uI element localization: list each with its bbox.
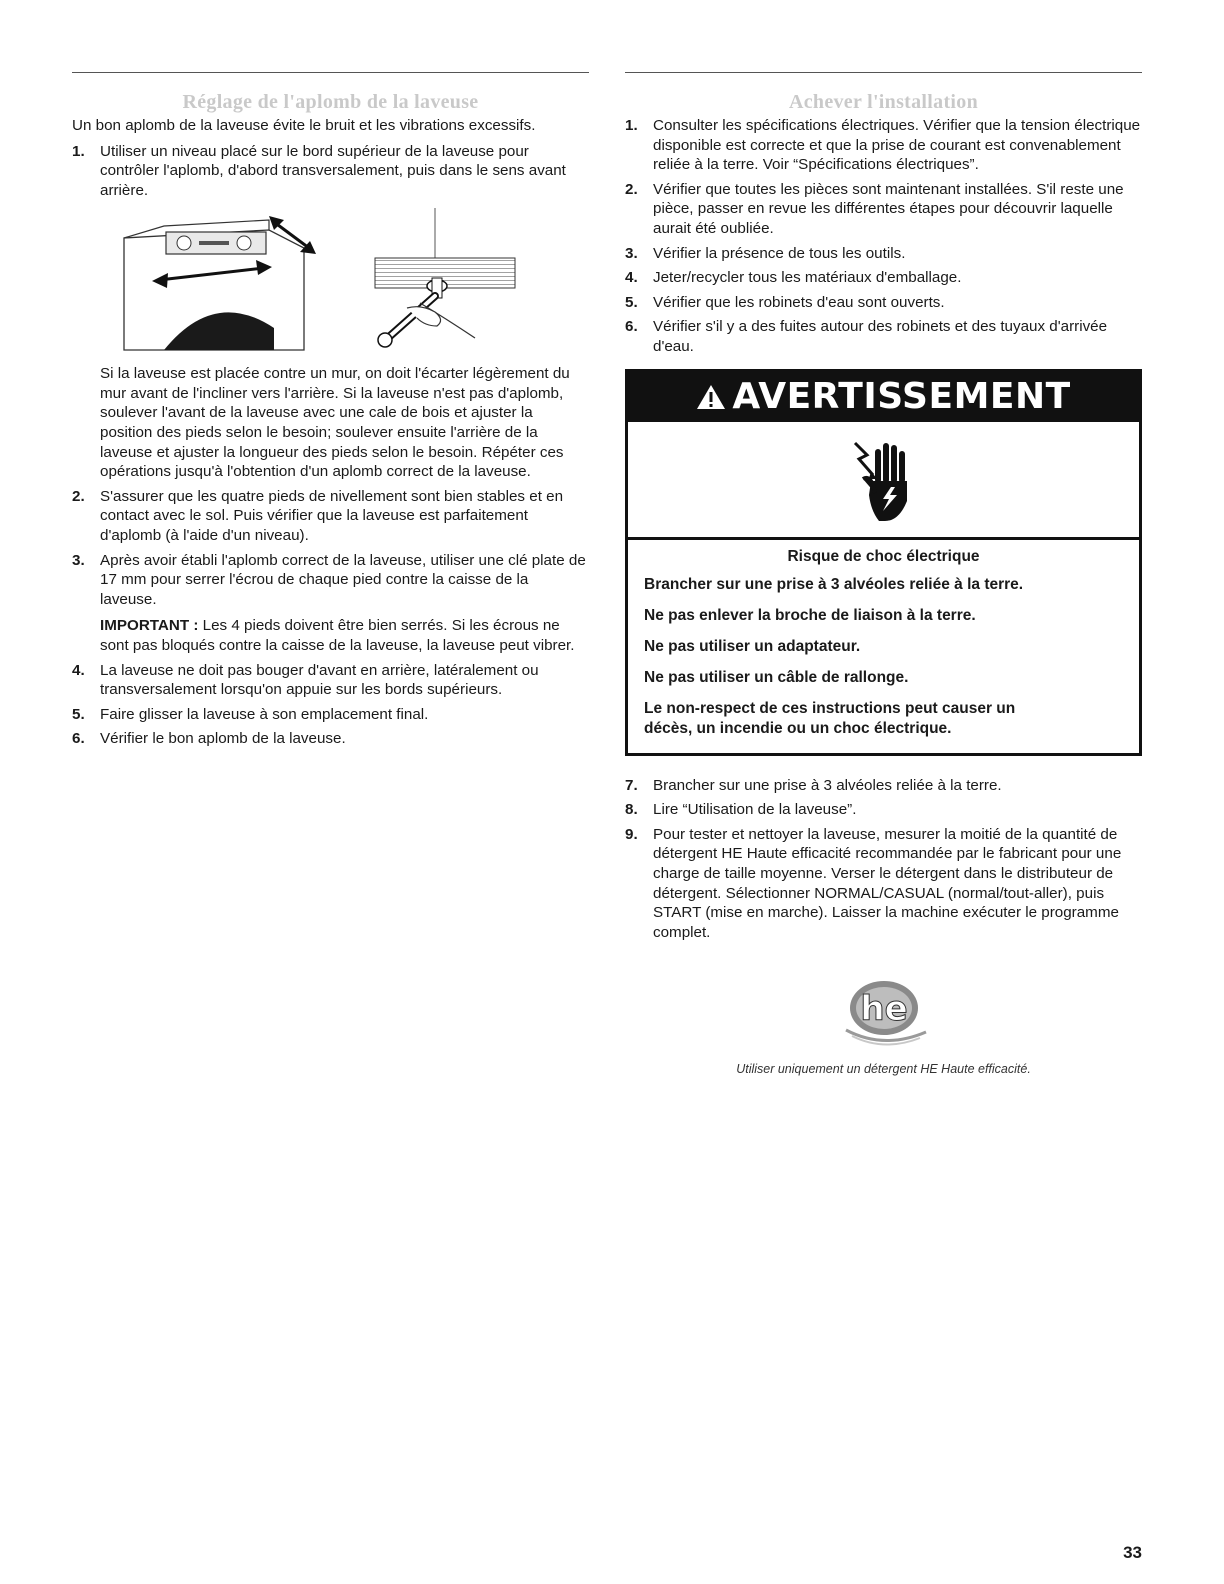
step-text: Jeter/recycler tous les matériaux d'emballage. <box>653 269 962 287</box>
warning-line: Ne pas utiliser un câble de rallonge. <box>644 668 909 686</box>
warning-line: Le non-respect de ces instructions peut causer un décès, un incendie ou un choc électrique. <box>644 699 1016 737</box>
warning-line: Ne pas enlever la broche de liaison à la terre. <box>644 606 976 624</box>
warning-icon-area <box>628 422 1139 540</box>
step-text: La laveuse ne doit pas bouger d'avant en arrière, latéralement ou transversalement lorsqu'on appuie sur les bords supérieurs. <box>100 661 539 699</box>
list-item: 4. La laveuse ne doit pas bouger d'avant en arrière, latéralement ou transversalement lorsqu'on appuie sur les bords supérieurs. <box>72 661 589 700</box>
step-text: Consulter les spécifications électriques. Vérifier que la tension électrique disponible est correcte et que la prise de courant est convenablement reliée à la terre. Voir “Spécifications électriques”. <box>653 117 1141 174</box>
right-column <box>625 72 1142 1076</box>
list-item: 5. Faire glisser la laveuse à son emplacement final. <box>72 705 589 725</box>
he-logo <box>625 978 1142 1048</box>
list-item: 7. Brancher sur une prise à 3 alvéoles reliée à la terre. <box>625 776 1142 796</box>
list-item: 6. Vérifier le bon aplomb de la laveuse. <box>72 729 589 749</box>
left-top-rule <box>72 72 589 73</box>
leveling-illustration <box>100 208 589 358</box>
install-steps-a <box>625 116 1142 357</box>
warning-triangle-icon <box>696 383 726 411</box>
list-item: 1. Consulter les spécifications électriques. Vérifier que la tension électrique disponible est correcte et que la prise de courant est convenablement reliée à la terre. Voir “Spécifications électriques”. <box>625 117 1141 174</box>
list-item: 3. Après avoir établi l'aplomb correct de la laveuse, utiliser une clé plate de 17 mm pour serrer l'écrou de chaque pied contre la caisse de la laveuse. IMPORTANT : Les 4 pieds doivent être bien serrés. Si les écrous ne sont pas bloqués contre la caisse de la laveuse, la laveuse peut vibrer. <box>72 551 589 656</box>
leveling-steps <box>72 142 589 749</box>
list-item: 3. Vérifier la présence de tous les outils. <box>625 244 1142 264</box>
wrench-foot-illustration <box>325 208 525 356</box>
step-1-followup: Si la laveuse est placée contre un mur, on doit l'écarter légèrement du mur avant de l'incliner vers l'arrière. Si la laveuse n'est pas d'aplomb, soulever l'avant de la laveuse avec une cale de bois et ajuster la position des pieds selon le besoin; soulever ensuite l'arrière de la laveuse et ajuster la longueur des pieds selon le besoin. Répéter ces opérations jusqu'à l'obtention d'un aplomb correct de la laveuse. <box>100 365 570 481</box>
he-logo-text: he <box>859 989 908 1030</box>
important-text: Les 4 pieds doivent être bien serrés. Si les écrous ne sont pas bloqués contre la caisse de la laveuse, la laveuse peut vibrer. <box>100 617 575 654</box>
electric-shock-hand-icon <box>849 435 919 523</box>
important-note <box>100 616 589 655</box>
right-top-rule <box>625 72 1142 73</box>
list-item: 4. Jeter/recycler tous les matériaux d'emballage. <box>625 268 1142 288</box>
warning-header <box>628 372 1139 422</box>
important-label: IMPORTANT : <box>100 617 199 635</box>
washer-level-illustration <box>104 208 324 356</box>
leveling-section-title: Réglage de l'aplomb de la laveuse <box>182 91 479 113</box>
step-text: Vérifier que les robinets d'eau sont ouverts. <box>653 293 945 311</box>
left-column <box>72 72 589 754</box>
step-text: Vérifier le bon aplomb de la laveuse. <box>100 730 346 748</box>
step-text: Vérifier s'il y a des fuites autour des robinets et des tuyaux d'arrivée d'eau. <box>653 318 1108 355</box>
step-text: Vérifier la présence de tous les outils. <box>653 244 906 262</box>
list-item: 2. Vérifier que toutes les pièces sont maintenant installées. S'il reste une pièce, passer en revue les différentes étapes pour découvrir laquelle aurait été oubliée. <box>625 180 1142 239</box>
step-text: Brancher sur une prise à 3 alvéoles reliée à la terre. <box>653 776 1002 794</box>
list-item: 5. Vérifier que les robinets d'eau sont ouverts. <box>625 293 1142 313</box>
page-number: 33 <box>1123 1543 1142 1562</box>
warning-line: Brancher sur une prise à 3 alvéoles reliée à la terre. <box>644 575 1024 593</box>
warning-box <box>625 369 1142 756</box>
step-text: Pour tester et nettoyer la laveuse, mesurer la moitié de la quantité de détergent HE Haute efficacité recommandée par le fabricant pour une charge de taille moyenne. Verser le détergent dans le distributeur de détergent. Sélectionner NORMAL/CASUAL (normal/tout-aller), puis START (mise en marche). Laisser la machine exécuter le programme complet. <box>653 825 1122 941</box>
warning-lead: Risque de choc électrique <box>787 547 980 565</box>
install-steps-b <box>625 776 1142 943</box>
step-text: Lire “Utilisation de la laveuse”. <box>653 801 857 819</box>
he-caption: Utiliser uniquement un détergent HE Haute efficacité. <box>736 1062 1031 1077</box>
warning-title: AVERTISSEMENT <box>732 376 1071 418</box>
list-item: 2. S'assurer que les quatre pieds de nivellement sont bien stables et en contact avec le sol. Puis vérifier que la laveuse est parfaitement d'aplomb (à l'aide d'un niveau). <box>72 487 589 546</box>
install-section-title: Achever l'installation <box>788 91 978 113</box>
list-item: 8. Lire “Utilisation de la laveuse”. <box>625 800 1142 820</box>
leveling-intro: Un bon aplomb de la laveuse évite le bruit et les vibrations excessifs. <box>72 117 536 134</box>
step-text: S'assurer que les quatre pieds de nivellement sont bien stables et en contact avec le sol. Puis vérifier que la laveuse est parfaitement d'aplomb (à l'aide d'un niveau). <box>100 487 564 545</box>
he-logo-icon <box>834 978 934 1048</box>
list-item: 6. Vérifier s'il y a des fuites autour des robinets et des tuyaux d'arrivée d'eau. <box>625 317 1142 356</box>
step-text: Faire glisser la laveuse à son emplacement final. <box>100 705 429 723</box>
list-item: 1. Utiliser un niveau placé sur le bord supérieur de la laveuse pour contrôler l'aplomb, d'abord transversalement, puis dans le sens avant arrière. Si la laveuse est placée contre un mur, on doit l'écarter légèrement du mur avant de l'incliner vers l'arrière. Si la laveuse n'est pas d'aplomb, soulever l'avant de la laveuse avec une cale de bois et ajuster la position des pieds selon le besoin; soulever ensuite l'arrière de la laveuse et ajuster la longueur des pieds selon le besoin. Répéter ces opérations jusqu'à l'obtention d'un aplomb correct de la laveuse. <box>72 142 589 482</box>
list-item: 9. Pour tester et nettoyer la laveuse, mesurer la moitié de la quantité de détergent HE Haute efficacité recommandée par le fabricant pour une charge de taille moyenne. Verser le détergent dans le distributeur de détergent. Sélectionner NORMAL/CASUAL (normal/tout-aller), puis START (mise en marche). Laisser la machine exécuter le programme complet. <box>625 825 1142 943</box>
step-text: Utiliser un niveau placé sur le bord supérieur de la laveuse pour contrôler l'aplomb, d'abord transversalement, puis dans le sens avant arrière. <box>100 142 566 199</box>
warning-text <box>628 540 1139 753</box>
warning-line: Ne pas utiliser un adaptateur. <box>644 637 861 655</box>
step-text: Après avoir établi l'aplomb correct de la laveuse, utiliser une clé plate de 17 mm pour serrer l'écrou de chaque pied contre la caisse de la laveuse. <box>100 551 586 608</box>
step-text: Vérifier que toutes les pièces sont maintenant installées. S'il reste une pièce, passer en revue les différentes étapes pour découvrir laquelle aurait été oubliée. <box>653 180 1124 237</box>
